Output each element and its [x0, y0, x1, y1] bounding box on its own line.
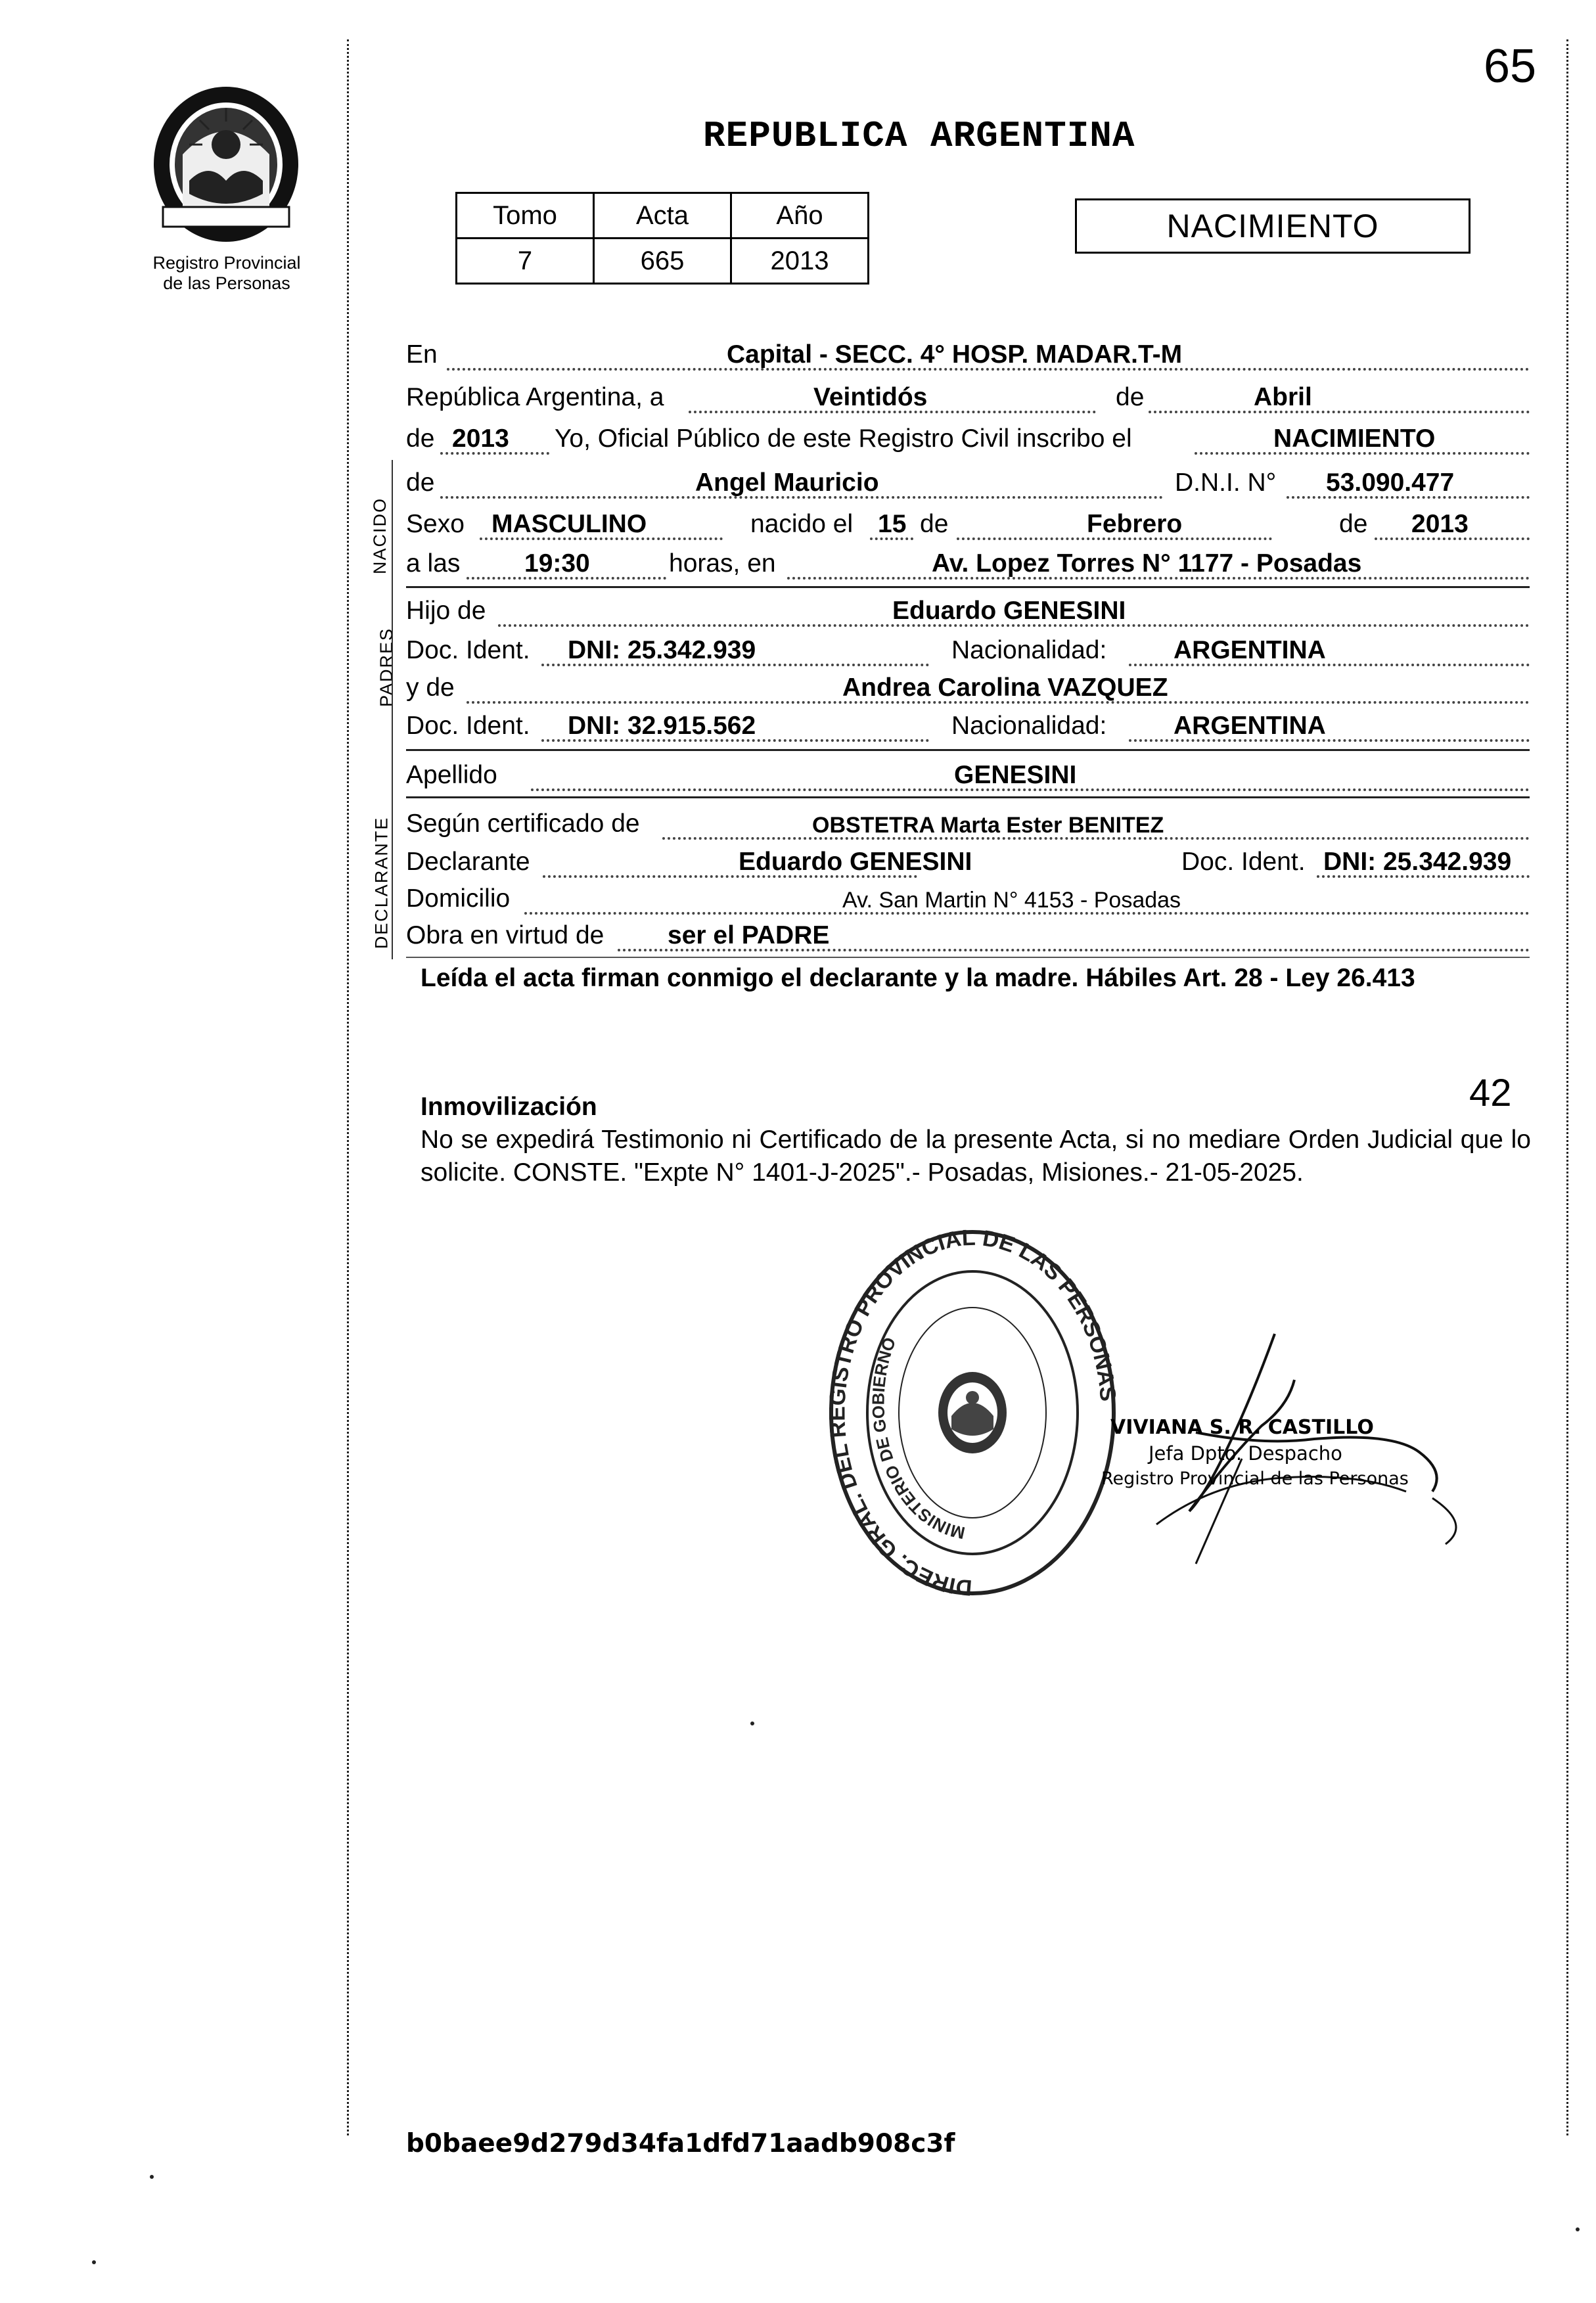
- ref-value-tomo: 7: [457, 239, 594, 284]
- row-mother-doc: [406, 706, 1530, 743]
- value-inscribed: NACIMIENTO: [1273, 424, 1436, 453]
- scan-speck: [92, 2260, 96, 2264]
- label-mother-doc: Doc. Ident.: [406, 712, 530, 740]
- row-en: [406, 335, 1530, 372]
- side-label-padres: PADRES: [376, 627, 397, 708]
- value-mother-doc: DNI: 32.915.562: [568, 712, 756, 740]
- ref-header-ano: Año: [731, 193, 869, 239]
- row-fecha: [406, 378, 1530, 415]
- value-name: Angel Mauricio: [695, 468, 879, 497]
- label-hijo-de: Hijo de: [406, 597, 486, 625]
- value-time: 19:30: [524, 549, 590, 578]
- value-day: Veintidós: [813, 383, 928, 411]
- label-father-doc: Doc. Ident.: [406, 636, 530, 664]
- inmovilizacion-title: Inmovilización: [421, 1093, 597, 1121]
- field-month: [1149, 376, 1530, 413]
- row-nacido-sexo: [406, 505, 1530, 541]
- value-year: 2013: [452, 424, 509, 453]
- value-father-doc: DNI: 25.342.939: [568, 636, 756, 664]
- label-domicilio: Domicilio: [406, 884, 511, 913]
- ref-value-acta: 665: [594, 239, 731, 284]
- signatory-organization: Registro Provincial de las Personas: [1101, 1469, 1409, 1489]
- label-officer: Yo, Oficial Público de este Registro Civil inscribo el: [555, 424, 1132, 453]
- row-nacido-hora: [406, 544, 1530, 581]
- logo-caption-line1: Registro Provincial: [152, 253, 301, 273]
- label-horas-en: horas, en: [669, 549, 776, 578]
- value-mother: Andrea Carolina VAZQUEZ: [842, 673, 1168, 702]
- separator-padres: [406, 749, 1530, 751]
- label-de-year: de: [406, 424, 435, 453]
- section-side-rule: [392, 460, 393, 959]
- label-nacido-de: de: [406, 468, 435, 497]
- label-en: En: [406, 340, 438, 369]
- value-father-nat: ARGENTINA: [1174, 636, 1326, 664]
- left-margin-line: [347, 39, 349, 2135]
- label-father-nacionalidad: Nacionalidad:: [951, 636, 1107, 664]
- value-en: Capital - SECC. 4° HOSP. MADAR.T-M: [727, 340, 1183, 369]
- label-de-month: de: [1116, 383, 1145, 411]
- inmovilizacion-text: No se expedirá Testimonio ni Certificado de la presente Acta, si no mediare Orden Judicial que lo solicite. CONSTE. "Expte N° 1401-J-2025".- Posadas, Misiones.- 21-05-2025.: [421, 1126, 1531, 1187]
- label-y-de: y de: [406, 673, 455, 702]
- label-declarante: Declarante: [406, 848, 530, 876]
- value-month: Abril: [1254, 383, 1312, 411]
- label-nacido-el: nacido el: [750, 510, 854, 538]
- scan-speck: [150, 2175, 154, 2179]
- row-hijo-de: [406, 591, 1530, 628]
- ref-value-ano: 2013: [731, 239, 869, 284]
- row-domicilio: [406, 879, 1530, 916]
- label-certificado: Según certificado de: [406, 809, 640, 838]
- seal-inner-text: MINISTERIO DE GOBIERNO: [868, 1334, 967, 1543]
- value-domicilio: Av. San Martin N° 4153 - Posadas: [842, 888, 1181, 913]
- document-hash: b0baee9d279d34fa1dfd71aadb908c3f: [406, 2129, 955, 2158]
- logo-caption: [112, 253, 342, 294]
- page-number: 65: [1484, 40, 1537, 93]
- value-father: Eduardo GENESINI: [892, 597, 1126, 625]
- scan-speck: [1576, 2227, 1580, 2231]
- provincial-coat-of-arms-logo: [150, 82, 302, 246]
- ref-header-acta: Acta: [594, 193, 731, 239]
- separator-declarante: [406, 957, 1530, 958]
- ref-table-value-row: [457, 239, 869, 284]
- row-obra: [406, 916, 1530, 953]
- value-certificado: OBSTETRA Marta Ester BENITEZ: [812, 813, 1164, 838]
- label-declarante-doc: Doc. Ident.: [1181, 848, 1306, 876]
- label-republica: República Argentina, a: [406, 383, 664, 411]
- record-type-box: NACIMIENTO: [1075, 198, 1471, 254]
- row-certificado: [406, 804, 1530, 841]
- seal-outer-text: DIREC. GRAL. DEL REGISTRO PROVINCIAL DE LAS PERSONAS: [825, 1225, 1121, 1600]
- country-heading: REPUBLICA ARGENTINA: [703, 115, 1135, 157]
- separator-nacido: [406, 586, 1530, 588]
- ref-header-tomo: Tomo: [457, 193, 594, 239]
- label-a-las: a las: [406, 549, 461, 578]
- row-year-officer: [406, 419, 1530, 456]
- record-reference-table: [455, 192, 869, 285]
- value-sexo: MASCULINO: [491, 510, 647, 538]
- label-de-birth-year: de: [1339, 510, 1368, 538]
- value-place: Av. Lopez Torres N° 1177 - Posadas: [932, 549, 1362, 578]
- label-sexo: Sexo: [406, 510, 465, 538]
- separator-apellido: [406, 796, 1530, 798]
- row-declarante: [406, 842, 1530, 879]
- row-father-doc: [406, 631, 1530, 668]
- value-birth-year: 2013: [1411, 510, 1469, 538]
- value-dni: 53.090.477: [1326, 468, 1455, 497]
- inmovilizacion-number: 42: [1469, 1072, 1512, 1114]
- value-birth-day: 15: [878, 510, 907, 538]
- closing-note: Leída el acta firman conmigo el declarante y la madre. Hábiles Art. 28 - Ley 26.413: [421, 964, 1415, 992]
- side-label-nacido: NACIDO: [370, 497, 390, 575]
- value-mother-nat: ARGENTINA: [1174, 712, 1326, 740]
- signatory-role: Jefa Dpto. Despacho: [1149, 1442, 1342, 1465]
- label-de-birth-month: de: [920, 510, 949, 538]
- label-apellido: Apellido: [406, 761, 497, 789]
- right-margin-line: [1566, 39, 1568, 2135]
- row-nacido-name: [406, 463, 1530, 500]
- value-apellido: GENESINI: [954, 761, 1077, 789]
- value-declarante: Eduardo GENESINI: [739, 848, 972, 876]
- label-obra: Obra en virtud de: [406, 921, 604, 949]
- value-birth-month: Febrero: [1087, 510, 1183, 538]
- label-mother-nacionalidad: Nacionalidad:: [951, 712, 1107, 740]
- label-dni: D.N.I. N°: [1175, 468, 1277, 497]
- scan-speck: [750, 1722, 754, 1725]
- seal-emblem: [938, 1372, 1007, 1453]
- ref-table-header-row: [457, 193, 869, 239]
- logo-caption-line2: de las Personas: [163, 273, 290, 293]
- value-obra: ser el PADRE: [668, 921, 830, 949]
- value-declarante-doc: DNI: 25.342.939: [1323, 848, 1512, 876]
- side-label-declarante: DECLARANTE: [371, 816, 392, 949]
- row-apellido: [406, 756, 1530, 792]
- row-y-de: [406, 668, 1530, 705]
- signatory-name: VIVIANA S. R. CASTILLO: [1110, 1416, 1374, 1439]
